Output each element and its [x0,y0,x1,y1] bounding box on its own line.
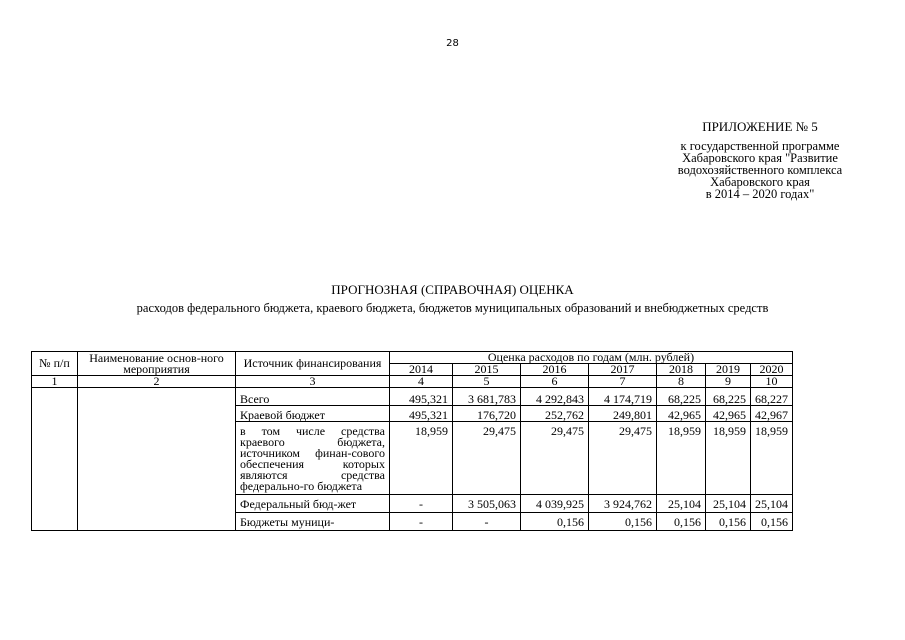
value-cell: - [390,513,453,531]
column-index: 3 [236,376,390,388]
value-cell: 0,156 [751,513,793,531]
value-cell: 68,225 [657,388,706,406]
value-cell: - [390,495,453,513]
header-estimate: Оценка расходов по годам (млн. рублей) [390,352,793,364]
column-index: 1 [32,376,78,388]
value-cell: 25,104 [751,495,793,513]
expenditure-table [31,351,793,531]
header-year: 2018 [657,364,706,376]
appendix-line: к государственной программе [680,139,840,153]
value-cell: 0,156 [521,513,589,531]
value-cell: 3 505,063 [453,495,521,513]
value-cell: 25,104 [706,495,751,513]
value-cell: 29,475 [521,422,589,495]
row-number-cell [32,388,78,531]
value-cell: 4 292,843 [521,388,589,406]
value-cell: 18,959 [390,422,453,495]
appendix-line: водохозяйственного комплекса [677,163,843,177]
value-cell: 29,475 [589,422,657,495]
activity-name-cell [78,388,236,531]
funding-source-cell: Краевой бюджет [236,406,390,422]
value-cell: 42,967 [751,406,793,422]
value-cell: 249,801 [589,406,657,422]
header-number: № п/п [32,352,78,376]
funding-source-cell: Федеральный бюд-жет [236,495,390,513]
value-cell: 4 039,925 [521,495,589,513]
column-index: 4 [390,376,453,388]
column-index: 5 [453,376,521,388]
value-cell: 0,156 [657,513,706,531]
document-subheading: расходов федерального бюджета, краевого бюджета, бюджетов муниципальных образований и внебюджетных средств [136,301,769,315]
value-cell: 0,156 [706,513,751,531]
value-cell: 18,959 [751,422,793,495]
appendix-block [640,121,880,200]
column-index: 9 [706,376,751,388]
column-index: 10 [751,376,793,388]
value-cell: - [453,513,521,531]
value-cell: 25,104 [657,495,706,513]
value-cell: 252,762 [521,406,589,422]
value-cell: 42,965 [706,406,751,422]
column-index: 6 [521,376,589,388]
header-year: 2019 [706,364,751,376]
value-cell: 18,959 [657,422,706,495]
appendix-line: в 2014 – 2020 годах" [705,187,815,201]
column-index: 8 [657,376,706,388]
value-cell: 4 174,719 [589,388,657,406]
page-number: 28 [446,38,459,49]
value-cell: 18,959 [706,422,751,495]
header-funding-source: Источник финансирования [236,352,390,376]
value-cell: 68,227 [751,388,793,406]
funding-source-cell: Всего [236,388,390,406]
table-row [32,388,793,406]
value-cell: 42,965 [657,406,706,422]
column-index: 2 [78,376,236,388]
value-cell: 29,475 [453,422,521,495]
header-year: 2016 [521,364,589,376]
value-cell: 495,321 [390,388,453,406]
header-year: 2017 [589,364,657,376]
value-cell: 0,156 [589,513,657,531]
column-index: 7 [589,376,657,388]
value-cell: 3 924,762 [589,495,657,513]
value-cell: 495,321 [390,406,453,422]
appendix-line: Хабаровского края [710,175,810,189]
header-year: 2015 [453,364,521,376]
value-cell: 176,720 [453,406,521,422]
document-heading: ПРОГНОЗНАЯ (СПРАВОЧНАЯ) ОЦЕНКА [331,282,574,297]
funding-source-cell: Бюджеты муници- [236,513,390,531]
appendix-line: Хабаровского края "Развитие [682,151,838,165]
appendix-title: ПРИЛОЖЕНИЕ № 5 [702,119,818,134]
header-year: 2014 [390,364,453,376]
funding-source-cell: в том числе средства краевого бюджета, источником финан-сового обеспечения которых являются средства федерально-го бюджета [236,422,390,495]
value-cell: 3 681,783 [453,388,521,406]
value-cell: 68,225 [706,388,751,406]
header-year: 2020 [751,364,793,376]
header-activity-name: Наименование основ-ного мероприятия [78,352,236,376]
